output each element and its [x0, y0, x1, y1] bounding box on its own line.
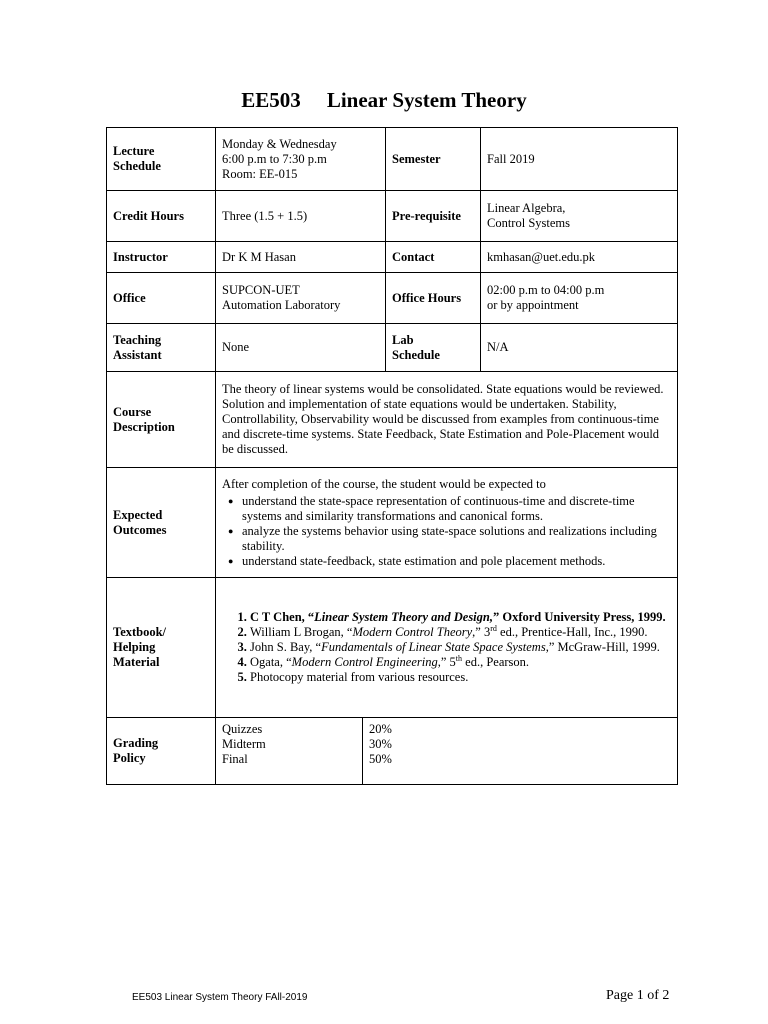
value-expected-outcomes [216, 468, 678, 578]
value-credit-hours: Three (1.5 + 1.5) [216, 191, 386, 242]
footer-course-label: EE503 Linear System Theory FAll-2019 [132, 992, 308, 1003]
edition-suffix: th [455, 653, 463, 663]
value-prerequisite: Linear Algebra, Control Systems [481, 191, 678, 242]
row-ta [107, 324, 678, 372]
row-description [107, 372, 678, 468]
label-course-description: Course Description [107, 372, 216, 468]
row-outcomes [107, 468, 678, 578]
textbook-item [250, 640, 671, 655]
row-instructor [107, 242, 678, 273]
label-prerequisite: Pre-requisite [386, 191, 481, 242]
value-course-description: The theory of linear systems would be consolidated. State equations would be reviewed. Solution and implementation of state equations would be undertaken. Stability, Controllability, Observability would be discussed from examples from continuous-time and discrete-time systems. State Feedback, State Estimation and Pole-Placement would be discussed. [216, 372, 678, 468]
row-lecture [107, 128, 678, 191]
outcomes-list [222, 494, 671, 569]
textbook-item [250, 655, 671, 670]
footer-page-number: Page 1 of 2 [606, 988, 670, 1003]
value-teaching-assistant: None [216, 324, 386, 372]
course-code: EE503 [241, 88, 301, 112]
book-title: Modern Control Theory [352, 625, 473, 639]
row-credit [107, 191, 678, 242]
book-author: C T Chen, “ [250, 610, 315, 624]
row-grading [107, 718, 678, 785]
row-textbook [107, 578, 678, 718]
value-contact: kmhasan@uet.edu.pk [481, 242, 678, 273]
label-office-hours: Office Hours [386, 273, 481, 324]
label-office: Office [107, 273, 216, 324]
label-credit-hours: Credit Hours [107, 191, 216, 242]
outcome-item: ● understand the state-space representation of continuous-time and discrete-time systems and similarity transformations and canonical forms. [242, 494, 671, 524]
label-semester: Semester [386, 128, 481, 191]
book-author: Ogata, “ [250, 655, 292, 669]
label-textbook: Textbook/ Helping Material [107, 578, 216, 718]
textbook-item [250, 625, 671, 640]
label-expected-outcomes: Expected Outcomes [107, 468, 216, 578]
edition-suffix: rd [490, 623, 497, 633]
book-author: John S. Bay, “ [250, 640, 322, 654]
value-instructor: Dr K M Hasan [216, 242, 386, 273]
grading-components: Quizzes Midterm Final [216, 718, 363, 784]
outcome-item: ● analyze the systems behavior using state-space solutions and realizations including stability. [242, 524, 671, 554]
book-publisher: ,” McGraw-Hill, 1999. [545, 640, 660, 654]
value-semester: Fall 2019 [481, 128, 678, 191]
grading-table [216, 718, 677, 784]
label-grading-policy: Grading Policy [107, 718, 216, 785]
course-name: Linear System Theory [326, 88, 527, 112]
book-title: Modern Control Engineering [291, 655, 438, 669]
textbook-item [250, 610, 671, 625]
book-title: Fundamentals of Linear State Space Systems [321, 640, 546, 654]
book-publisher: ed., Pearson. [462, 655, 530, 669]
textbook-list [222, 610, 671, 685]
textbook-item: 5. Photocopy material from various resources. [250, 670, 671, 685]
outcomes-intro: After completion of the course, the student would be expected to [222, 476, 546, 491]
label-teaching-assistant: Teaching Assistant [107, 324, 216, 372]
book-edition: ,” 5 [437, 655, 456, 669]
value-office-hours: 02:00 p.m to 04:00 p.m or by appointment [481, 273, 678, 324]
value-office: SUPCON-UET Automation Laboratory [216, 273, 386, 324]
book-title: Linear System Theory and Design, [314, 610, 493, 624]
label-lab-schedule: Lab Schedule [386, 324, 481, 372]
value-grading-policy [216, 718, 678, 785]
document-title [0, 88, 768, 113]
book-publisher: ed., Prentice-Hall, Inc., 1990. [496, 625, 648, 639]
value-lab-schedule: N/A [481, 324, 678, 372]
label-instructor: Instructor [107, 242, 216, 273]
label-contact: Contact [386, 242, 481, 273]
label-lecture-schedule: Lecture Schedule [107, 128, 216, 191]
row-office [107, 273, 678, 324]
outcome-item: ● understand state-feedback, state estimation and pole placement methods. [242, 554, 671, 569]
book-author: William L Brogan, “ [250, 625, 353, 639]
grading-weights: 20% 30% 50% [369, 722, 392, 766]
course-info-table [106, 127, 678, 785]
value-textbook [216, 578, 678, 718]
book-edition: ,” 3 [472, 625, 491, 639]
book-publisher: ” Oxford University Press, 1999. [492, 610, 666, 624]
value-lecture-schedule: Monday & Wednesday 6:00 p.m to 7:30 p.m Room: EE-015 [216, 128, 386, 191]
